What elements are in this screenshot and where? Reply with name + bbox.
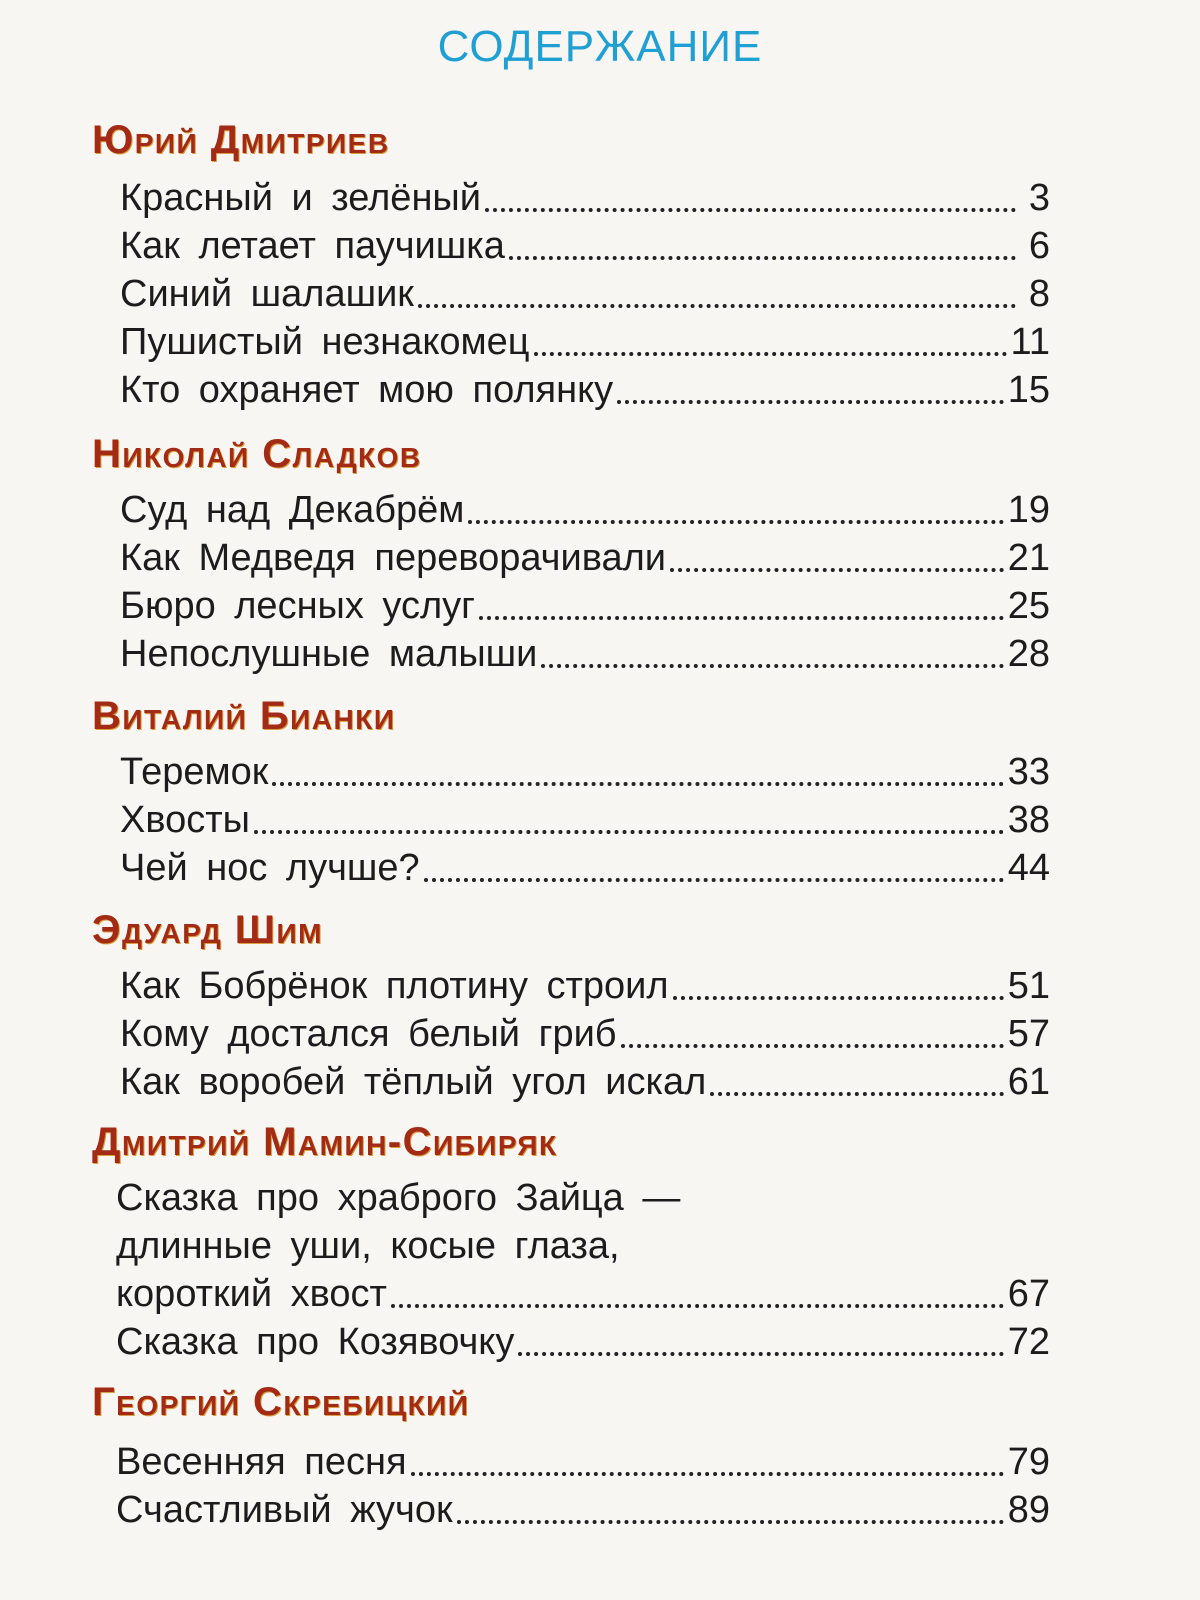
leader-dots bbox=[673, 996, 1004, 1000]
toc-entry[interactable] bbox=[120, 628, 1050, 676]
leader-dots bbox=[485, 208, 1016, 212]
toc-entry[interactable] bbox=[120, 794, 1050, 842]
entry-title: Бюро лесных услуг bbox=[120, 585, 476, 627]
entry-title: Как летает паучишка bbox=[120, 225, 505, 267]
entry-title: Чей нос лучше? bbox=[120, 847, 420, 889]
toc-entry[interactable] bbox=[120, 364, 1050, 412]
entry-page: 38 bbox=[1007, 799, 1050, 841]
leader-dots bbox=[479, 616, 1004, 620]
entry-title: Красный и зелёный bbox=[120, 177, 481, 219]
entry-title: Теремок bbox=[120, 751, 269, 793]
entry-title: Как Бобрёнок плотину строил bbox=[120, 965, 669, 1007]
entry-title: Суд над Декабрём bbox=[120, 489, 465, 531]
leader-dots bbox=[254, 830, 1004, 834]
entry-title: Хвосты bbox=[120, 799, 250, 841]
author-heading: Дмитрий Мамин-Сибиряк bbox=[92, 1120, 558, 1164]
toc-entry[interactable] bbox=[120, 1056, 1050, 1104]
leader-dots bbox=[534, 352, 1007, 356]
entry-title-line[interactable]: Сказка про храброго Зайца — bbox=[116, 1177, 681, 1219]
entry-page: 6 bbox=[1028, 225, 1050, 267]
entry-page: 57 bbox=[1007, 1013, 1050, 1055]
author-heading: Юрий Дмитриев bbox=[92, 118, 390, 162]
leader-dots bbox=[710, 1092, 1003, 1096]
leader-dots bbox=[509, 256, 1016, 260]
entry-title: Как воробей тёплый угол искал bbox=[120, 1061, 707, 1103]
author-heading: Виталий Бианки bbox=[92, 694, 396, 738]
leader-dots bbox=[424, 878, 1004, 882]
toc-entry[interactable] bbox=[120, 484, 1050, 532]
author-heading: Эдуард Шим bbox=[92, 908, 323, 952]
leader-dots bbox=[670, 568, 1004, 572]
toc-entry[interactable] bbox=[120, 580, 1050, 628]
leader-dots bbox=[418, 304, 1016, 308]
leader-dots bbox=[411, 1472, 1004, 1476]
toc-entry[interactable] bbox=[120, 746, 1050, 794]
toc-entry[interactable] bbox=[120, 532, 1050, 580]
entry-page: 61 bbox=[1007, 1061, 1050, 1103]
entry-page: 3 bbox=[1028, 177, 1050, 219]
entry-page: 67 bbox=[1007, 1273, 1050, 1315]
leader-dots bbox=[457, 1520, 1004, 1524]
entry-page: 79 bbox=[1007, 1441, 1050, 1483]
entry-page: 8 bbox=[1028, 273, 1050, 315]
entry-title: Весенняя песня bbox=[116, 1441, 407, 1483]
toc-entry[interactable] bbox=[120, 268, 1050, 316]
entry-title: Синий шалашик bbox=[120, 273, 414, 315]
leader-dots bbox=[272, 782, 1003, 786]
entry-title: Пушистый незнакомец bbox=[120, 321, 530, 363]
entry-page: 51 bbox=[1007, 965, 1050, 1007]
toc-entry[interactable] bbox=[116, 1436, 1050, 1484]
toc-entry[interactable] bbox=[120, 1008, 1050, 1056]
entry-page: 44 bbox=[1007, 847, 1050, 889]
entry-title: Как Медведя переворачивали bbox=[120, 537, 666, 579]
entry-title-line[interactable]: длинные уши, косые глаза, bbox=[116, 1225, 620, 1267]
toc-entry[interactable] bbox=[120, 842, 1050, 890]
leader-dots bbox=[391, 1304, 1004, 1308]
entry-page: 28 bbox=[1007, 633, 1050, 675]
entry-title: Непослушные малыши bbox=[120, 633, 538, 675]
entry-page: 15 bbox=[1007, 369, 1050, 411]
leader-dots bbox=[468, 520, 1003, 524]
toc-entry[interactable] bbox=[120, 960, 1050, 1008]
toc-entry[interactable] bbox=[116, 1484, 1050, 1532]
toc-entry[interactable] bbox=[116, 1268, 1050, 1316]
entry-title: Кому достался белый гриб bbox=[120, 1013, 617, 1055]
entry-page: 19 bbox=[1007, 489, 1050, 531]
author-heading: Николай Сладков bbox=[92, 432, 422, 476]
entry-page: 21 bbox=[1007, 537, 1050, 579]
entry-page: 25 bbox=[1007, 585, 1050, 627]
leader-dots bbox=[621, 1044, 1004, 1048]
leader-dots bbox=[541, 664, 1003, 668]
entry-page: 89 bbox=[1007, 1489, 1050, 1531]
page-title: СОДЕРЖАНИЕ bbox=[437, 22, 763, 71]
entry-title: Счастливый жучок bbox=[116, 1489, 453, 1531]
toc-entry[interactable] bbox=[120, 172, 1050, 220]
leader-dots bbox=[617, 400, 1004, 404]
author-heading: Георгий Скребицкий bbox=[92, 1380, 470, 1424]
leader-dots bbox=[518, 1352, 1003, 1356]
entry-title: Сказка про Козявочку bbox=[116, 1321, 515, 1363]
entry-page: 72 bbox=[1007, 1321, 1050, 1363]
entry-title: Кто охраняет мою полянку bbox=[120, 369, 614, 411]
toc-entry[interactable] bbox=[120, 316, 1050, 364]
entry-title: короткий хвост bbox=[116, 1273, 387, 1315]
entry-page: 11 bbox=[1010, 321, 1050, 363]
toc-entry[interactable] bbox=[120, 220, 1050, 268]
entry-page: 33 bbox=[1007, 751, 1050, 793]
toc-entry[interactable] bbox=[116, 1316, 1050, 1364]
